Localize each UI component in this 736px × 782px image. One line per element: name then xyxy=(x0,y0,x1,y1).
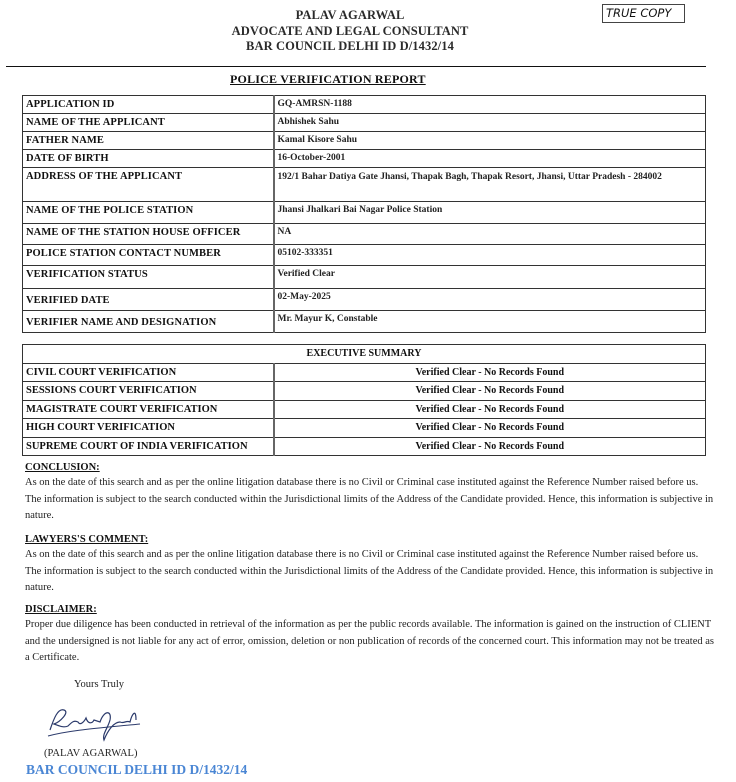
table-row xyxy=(23,114,706,132)
field-label: NAME OF THE POLICE STATION xyxy=(23,202,274,224)
true-copy-stamp: TRUE COPY xyxy=(602,4,685,23)
report-title: POLICE VERIFICATION REPORT xyxy=(230,72,426,86)
field-value: GQ-AMRSN-1188 xyxy=(274,96,706,114)
field-value: Jhansi Jhalkari Bai Nagar Police Station xyxy=(274,202,706,224)
summary-value: Verified Clear - No Records Found xyxy=(274,400,706,419)
table-row xyxy=(23,382,706,401)
table-row xyxy=(23,266,706,289)
table-row xyxy=(23,289,706,311)
table-row xyxy=(23,132,706,150)
footer-bar-id: BAR COUNCIL DELHI ID D/1432/14 xyxy=(26,762,248,777)
table-row xyxy=(23,150,706,168)
field-label: VERIFICATION STATUS xyxy=(23,266,274,289)
table-row xyxy=(23,245,706,266)
letterhead-name: PALAV AGARWAL xyxy=(295,8,405,22)
summary-value: Verified Clear - No Records Found xyxy=(274,437,706,456)
field-label: ADDRESS OF THE APPLICANT xyxy=(23,168,274,202)
field-label: VERIFIED DATE xyxy=(23,289,274,311)
table-row xyxy=(23,437,706,456)
executive-summary-table xyxy=(22,344,706,456)
field-label: APPLICATION ID xyxy=(23,96,274,114)
field-value: Mr. Mayur K, Constable xyxy=(274,311,706,333)
summary-value: Verified Clear - No Records Found xyxy=(274,363,706,382)
field-value: 192/1 Bahar Datiya Gate Jhansi, Thapak Bagh, Thapak Resort, Jhansi, Uttar Pradesh - 284002 xyxy=(274,168,706,202)
field-value: Verified Clear xyxy=(274,266,706,289)
table-row xyxy=(23,224,706,245)
disclaimer-title: DISCLAIMER: xyxy=(25,604,97,615)
field-value: Abhishek Sahu xyxy=(274,114,706,132)
table-row xyxy=(23,311,706,333)
field-value: 02-May-2025 xyxy=(274,289,706,311)
summary-value: Verified Clear - No Records Found xyxy=(274,419,706,438)
applicant-info-table xyxy=(22,95,706,333)
table-row xyxy=(23,363,706,382)
signer-name: (PALAV AGARWAL) xyxy=(44,748,138,759)
table-row xyxy=(23,168,706,202)
field-label: DATE OF BIRTH xyxy=(23,150,274,168)
field-label: NAME OF THE APPLICANT xyxy=(23,114,274,132)
summary-label: HIGH COURT VERIFICATION xyxy=(23,419,274,438)
field-value: Kamal Kisore Sahu xyxy=(274,132,706,150)
table-row xyxy=(23,96,706,114)
field-value: 05102-333351 xyxy=(274,245,706,266)
table-row xyxy=(23,419,706,438)
table-row xyxy=(23,400,706,419)
letterhead-bar-id: BAR COUNCIL DELHI ID D/1432/14 xyxy=(246,39,454,53)
summary-label: CIVIL COURT VERIFICATION xyxy=(23,363,274,382)
lawyers-comment-title: LAWYERS'S COMMENT: xyxy=(25,534,149,545)
signature-icon xyxy=(40,700,150,742)
field-label: VERIFIER NAME AND DESIGNATION xyxy=(23,311,274,333)
summary-label: MAGISTRATE COURT VERIFICATION xyxy=(23,400,274,419)
executive-summary-title: EXECUTIVE SUMMARY xyxy=(23,345,706,364)
field-value: 16-October-2001 xyxy=(274,150,706,168)
conclusion-title: CONCLUSION: xyxy=(25,462,100,473)
header-divider xyxy=(6,66,706,67)
table-header-row xyxy=(23,345,706,364)
closing-text: Yours Truly xyxy=(74,679,125,690)
summary-value: Verified Clear - No Records Found xyxy=(274,382,706,401)
disclaimer-body: Proper due diligence has been conducted in retrieval of the information as per the public records available. The information is gained on the instruction of CLIENT and the undersigned is not liable for any act of error, omission, deletion or non publication of records of the concerned court. This information may not be treated as a Certificate. xyxy=(25,619,714,663)
field-label: POLICE STATION CONTACT NUMBER xyxy=(23,245,274,266)
lawyers-comment-body: As on the date of this search and as per the online litigation database there is no Civil or Criminal case instituted against the Reference Number raised before us. The information is subject to the search conducted within the Jurisdictional limits of the Address of the Candidate provided. Hence, this information is subjective in nature. xyxy=(25,549,714,593)
letterhead-designation: ADVOCATE AND LEGAL CONSULTANT xyxy=(231,24,469,38)
summary-label: SUPREME COURT OF INDIA VERIFICATION xyxy=(23,437,274,456)
table-row xyxy=(23,202,706,224)
conclusion-body: As on the date of this search and as per the online litigation database there is no Civil or Criminal case instituted against the Reference Number raised before us. The information is subject to the search conducted within the Jurisdictional limits of the Address of the Candidate provided. Hence, this information is subjective in nature. xyxy=(25,477,714,521)
field-value: NA xyxy=(274,224,706,245)
field-label: NAME OF THE STATION HOUSE OFFICER xyxy=(23,224,274,245)
summary-label: SESSIONS COURT VERIFICATION xyxy=(23,382,274,401)
field-label: FATHER NAME xyxy=(23,132,274,150)
